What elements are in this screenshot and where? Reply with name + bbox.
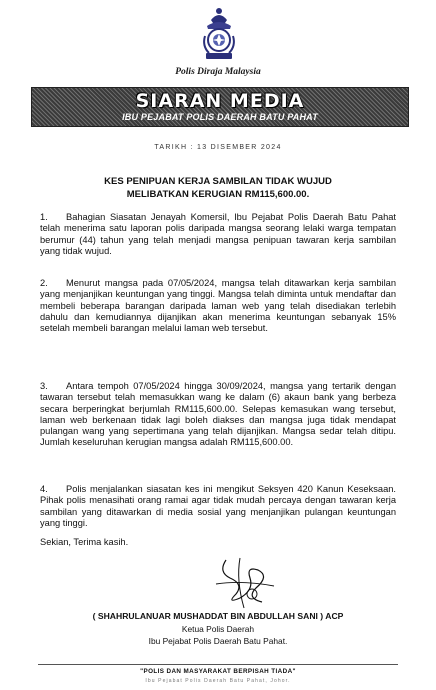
subject-line-1: KES PENIPUAN KERJA SAMBILAN TIDAK WUJUD [104, 176, 332, 187]
paragraph-text: Menurut mangsa pada 07/05/2024, mangsa telah ditawarkan kerja sambilan yang menjanjikan keuntungan yang tinggi. Mangsa telah diminta untuk mendaftar dan membeli beberapa barangan daripada laman web yang telah disediakan terlebih dahulu dan kemudiannya dijanjikan akan menerima keuntungan sebanyak 15% setelah membeli barangan melalui laman web tersebut. [40, 278, 396, 334]
paragraph-3 [40, 381, 396, 449]
signatory-name: ( SHAHRULANUAR MUSHADDAT BIN ABDULLAH SANI ) ACP [92, 611, 344, 621]
paragraph-1 [40, 212, 396, 257]
media-release-banner [31, 87, 409, 127]
signatory-office: Ibu Pejabat Polis Daerah Batu Pahat. [148, 636, 288, 646]
agency-name: Polis Diraja Malaysia [175, 67, 261, 77]
closing-line: Sekian, Terima kasih. [40, 537, 129, 547]
release-date: TARIKH : 13 DISEMBER 2024 [154, 144, 282, 151]
paragraph-number: 4. [40, 484, 48, 494]
banner-subtitle: IBU PEJABAT POLIS DAERAH BATU PAHAT [122, 112, 318, 122]
paragraph-2 [40, 278, 396, 334]
footer-motto: "POLIS DAN MASYARAKAT BERPISAH TIADA" [140, 668, 296, 675]
paragraph-number: 1. [40, 212, 48, 222]
paragraph-text: Bahagian Siasatan Jenayah Komersil, Ibu Pejabat Polis Daerah Batu Pahat telah menerima satu laporan polis daripada mangsa seorang lelaki warga tempatan berumur (44) tahun yang telah menjadi mangsa penipuan tawaran kerja sambilan yang tidak wujud. [40, 212, 396, 256]
paragraph-number: 3. [40, 381, 48, 391]
footer-address: Ibu Pejabat Polis Daerah Batu Pahat, Johor. [145, 678, 291, 684]
subject-heading [40, 175, 396, 201]
paragraph-number: 2. [40, 278, 48, 288]
banner-title: SIARAN MEDIA [135, 90, 305, 112]
subject-line-2: MELIBATKAN KERUGIAN RM115,600.00. [126, 189, 310, 200]
signatory-title: Ketua Polis Daerah [181, 624, 255, 634]
paragraph-text: Polis menjalankan siasatan kes ini mengikut Seksyen 420 Kanun Keseksaan. Pihak polis menasihati orang ramai agar tidak mudah percaya dengan tawaran kerja sambilan yang ditawarkan di media sosial yang menjanjikan pulangan keuntungan yang tinggi. [40, 484, 396, 528]
footer-divider [38, 664, 398, 665]
pdrm-crest-icon [199, 6, 239, 62]
paragraph-4 [40, 484, 396, 529]
paragraph-text: Antara tempoh 07/05/2024 hingga 30/09/2024, mangsa yang tertarik dengan tawaran tersebut telah memasukkan wang ke dalam (6) akaun bank yang berbeza secara berperingkat berjumlah RM115,600.00. Selepas kemasukan wang tersebut, laman web berkenaan tidak lagi boleh diakses dan mangsa juga tidak mendapat pulangan wang yang sepertimana yang telah dijanjikan. Mangsa sedar telah ditipu. Jumlah keseluruhan kerugian mangsa adalah RM115,600.00. [40, 381, 396, 448]
signature-icon [196, 554, 290, 612]
